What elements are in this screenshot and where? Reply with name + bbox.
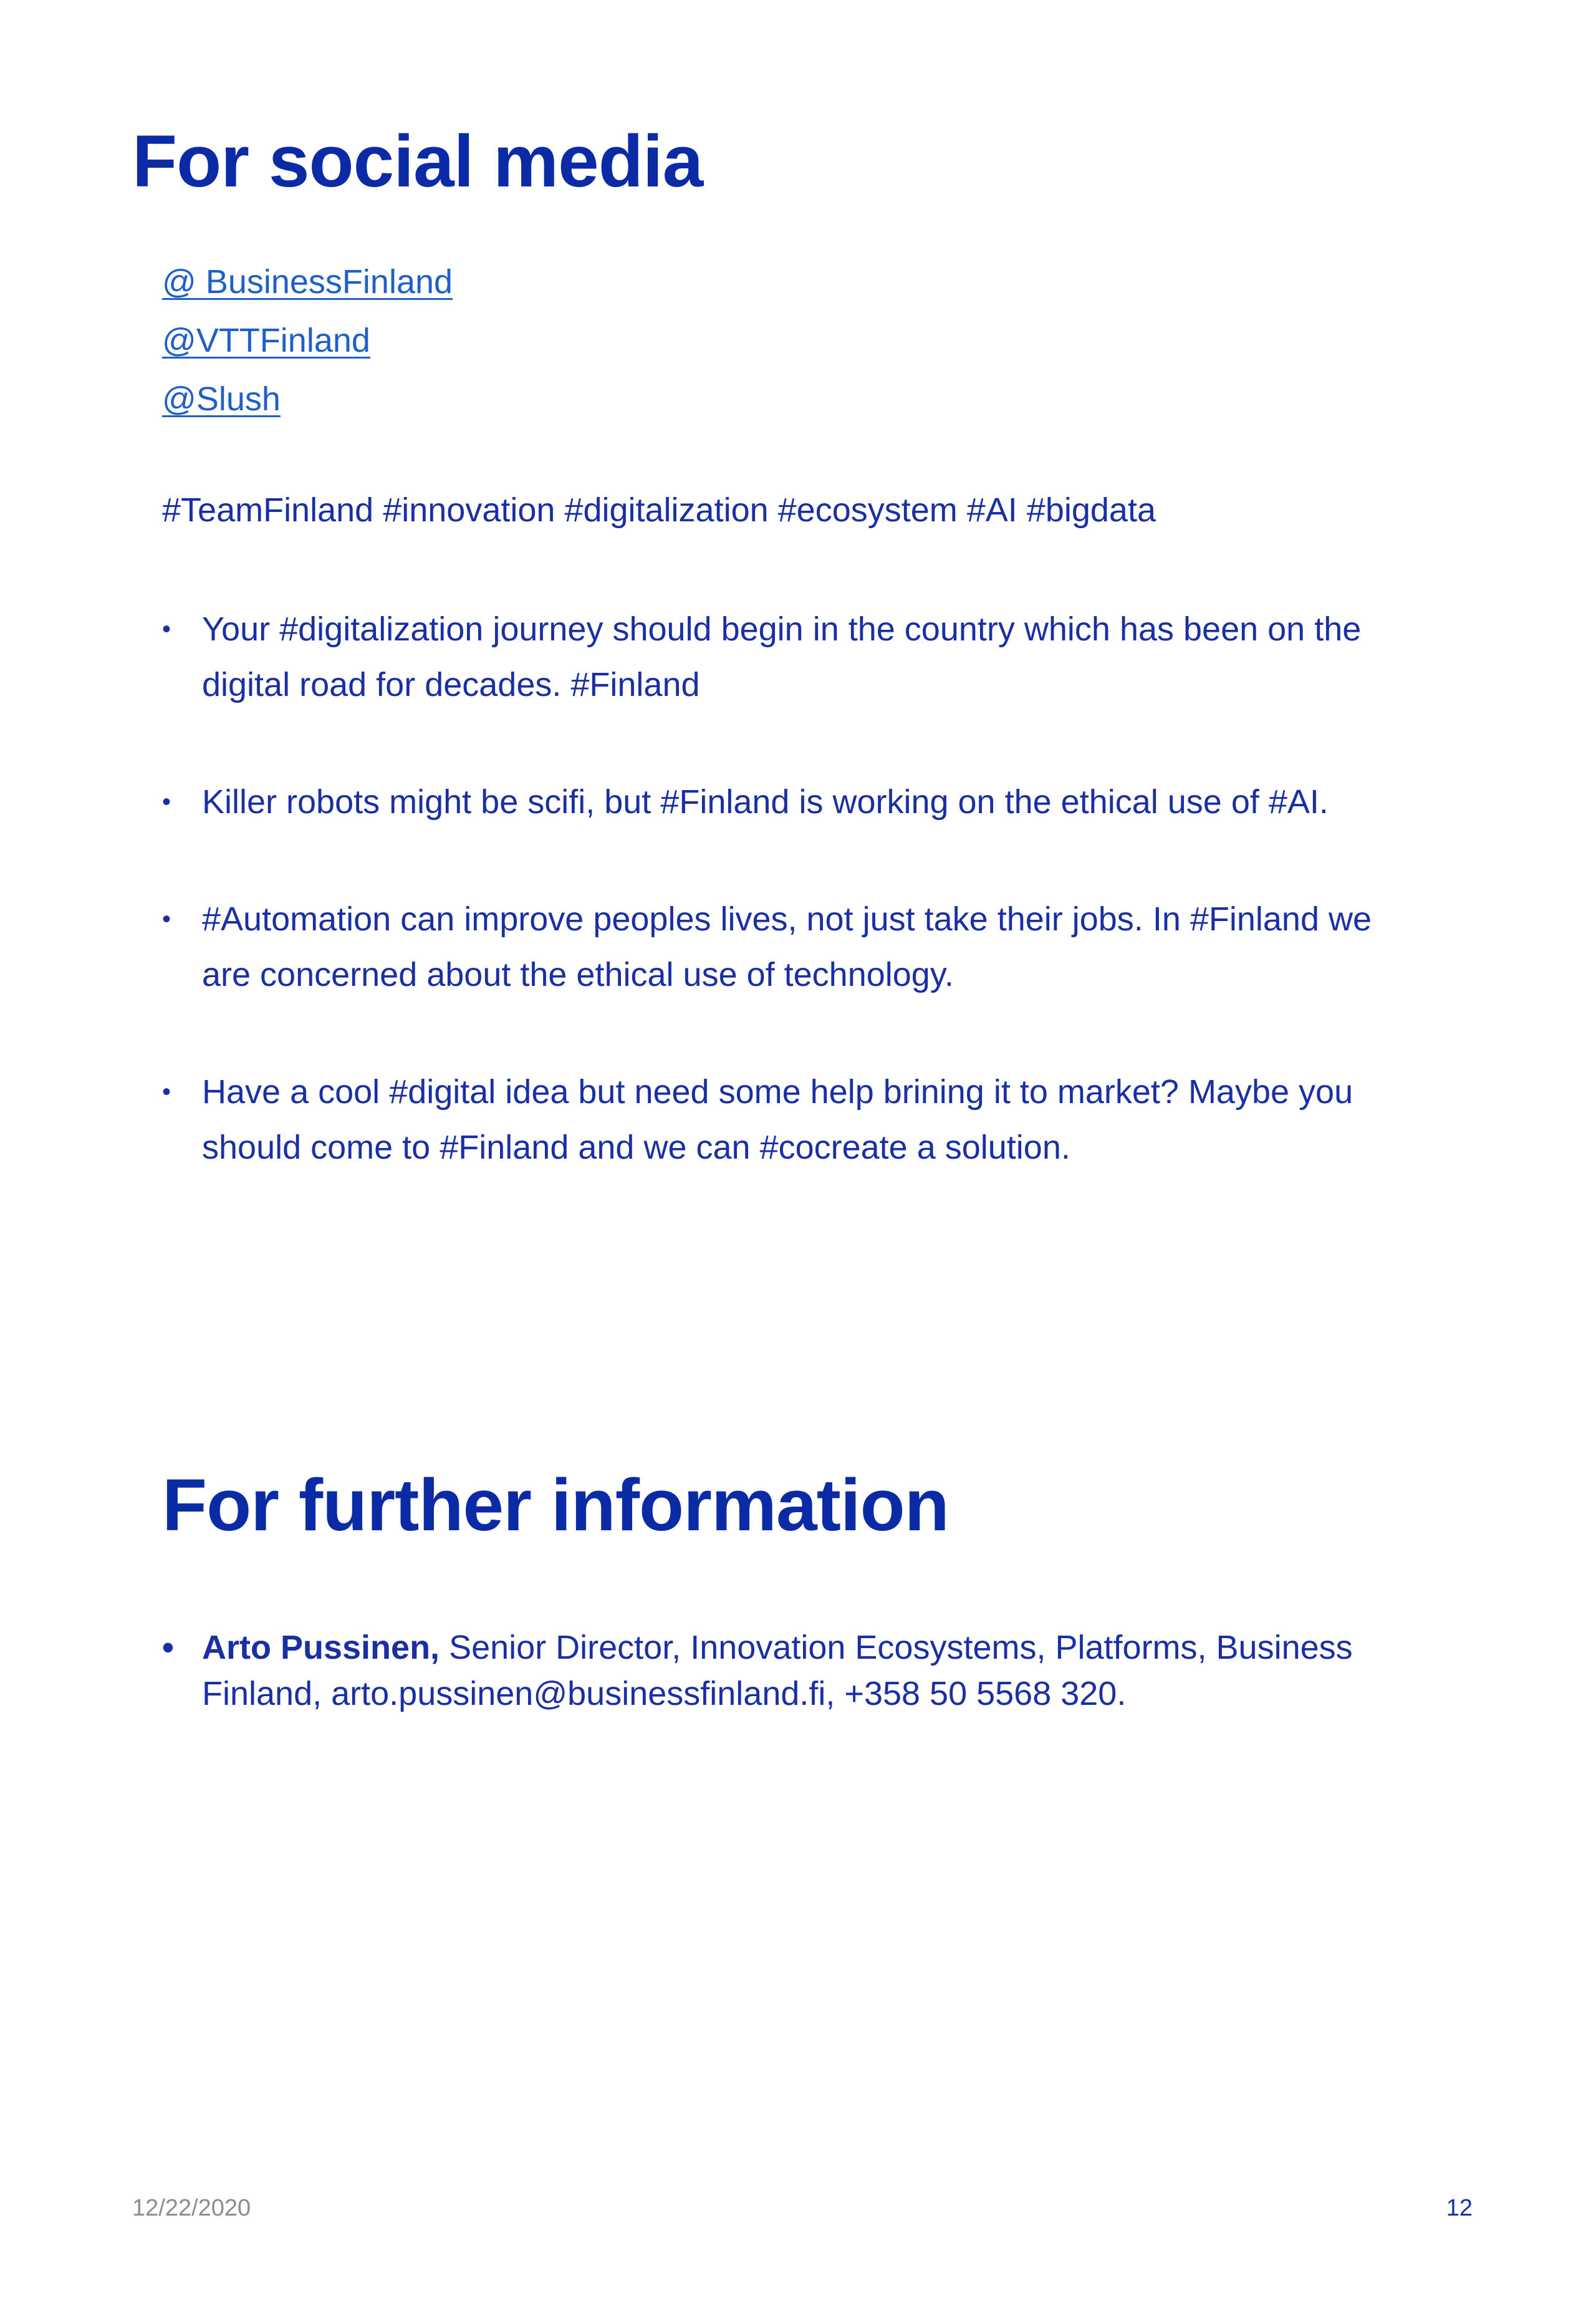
- footer-date: 12/22/2020: [132, 2195, 251, 2221]
- contact-item: [162, 1624, 1421, 1717]
- bullet-icon: •: [162, 1078, 171, 1106]
- bullet-text: #Automation can improve peoples lives, not just take their jobs. In #Finland we are concerned about the ethical use of technology.: [202, 900, 1372, 993]
- bullet-icon: •: [162, 905, 171, 933]
- hashtags-line: #TeamFinland #innovation #digitalization #ecosystem #AI #bigdata: [162, 491, 1156, 529]
- page-title-social-media: For social media: [132, 120, 703, 203]
- list-item: [162, 602, 1421, 713]
- link-businessfinland[interactable]: @ BusinessFinland: [162, 263, 453, 301]
- list-item: [162, 774, 1421, 830]
- social-links: [162, 253, 453, 428]
- bullet-text: Your #digitalization journey should begin in the country which has been on the digital road for decades. #Finland: [202, 610, 1362, 703]
- bullet-text: Killer robots might be scifi, but #Finland is working on the ethical use of #AI.: [202, 783, 1329, 821]
- page-number: 12: [1446, 2195, 1473, 2221]
- section-title-further-information: For further information: [162, 1464, 949, 1546]
- contact-details: Senior Director, Innovation Ecosystems, Platforms, Business Finland, arto.pussinen@businessfinland.fi, +358 50 5568 320.: [202, 1629, 1353, 1712]
- bullet-text: Have a cool #digital idea but need some help brining it to market? Maybe you should come to #Finland and we can #cocreate a solution.: [202, 1073, 1353, 1166]
- bullet-icon: •: [162, 788, 171, 816]
- link-vttfinland[interactable]: @VTTFinland: [162, 322, 370, 359]
- bullet-icon: •: [162, 1629, 174, 1666]
- link-slush[interactable]: @Slush: [162, 380, 281, 418]
- contact-name: Arto Pussinen,: [202, 1629, 440, 1666]
- list-item: [162, 892, 1421, 1003]
- bullet-icon: •: [162, 615, 171, 643]
- social-bullet-list: [162, 602, 1421, 1237]
- list-item: [162, 1064, 1421, 1175]
